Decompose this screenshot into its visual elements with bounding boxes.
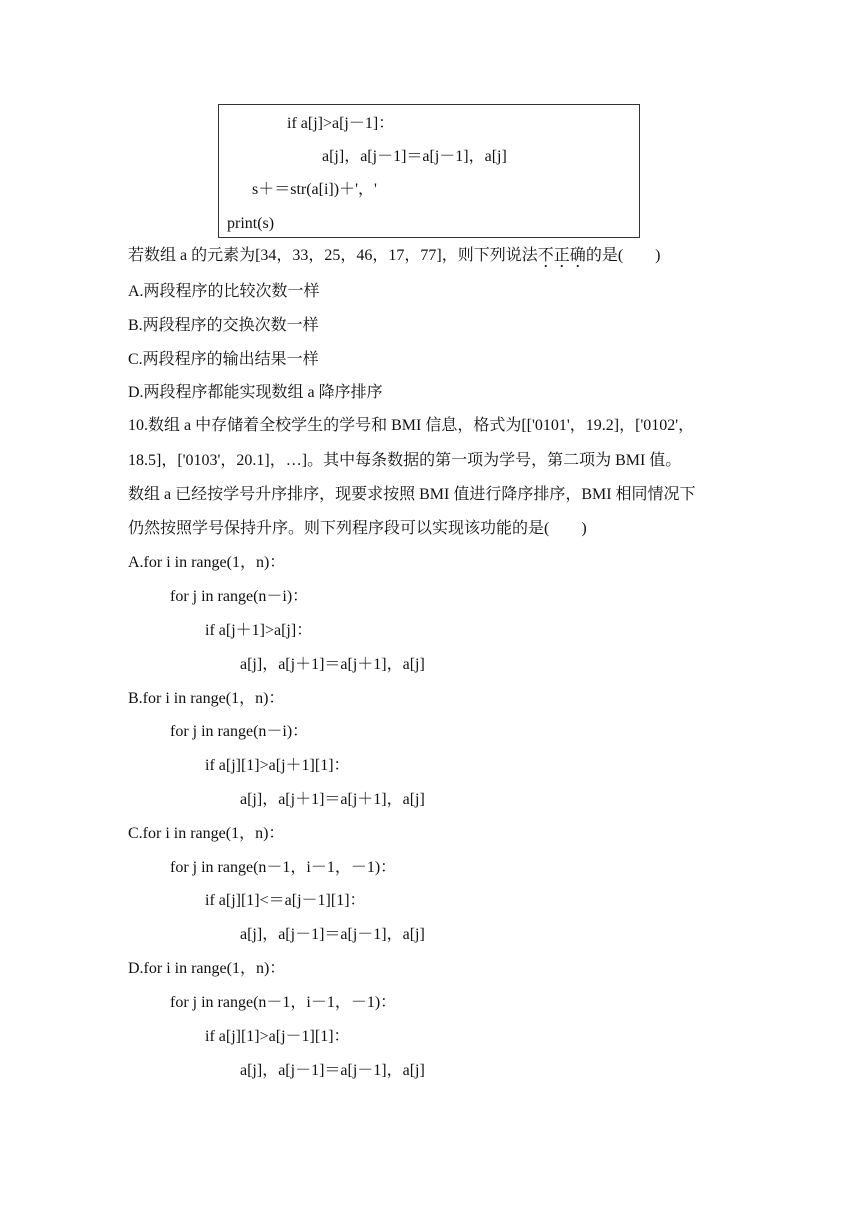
stem-suffix: 的是( ) <box>585 247 661 264</box>
code-line: s＋＝str(a[i])＋'，' <box>252 181 377 198</box>
q10-option-d-line: if a[j][1]>a[j－1][1]： <box>205 1028 350 1045</box>
q10-option-d-line: D.for i in range(1，n)： <box>128 960 286 977</box>
q10-option-c-line: if a[j][1]<＝a[j－1][1]： <box>205 892 366 909</box>
q10-option-a-line: if a[j＋1]>a[j]： <box>205 622 313 639</box>
q10-option-b-line: B.for i in range(1，n)： <box>128 690 285 707</box>
q9-option-a: A.两段程序的比较次数一样 <box>128 283 320 300</box>
q10-option-c-line: C.for i in range(1，n)： <box>128 825 285 842</box>
q10-option-b-line: for j in range(n－i)： <box>170 723 309 740</box>
question-10-stem-line: 数组 a 已经按学号升序排序，现要求按照 BMI 值进行降序排序，BMI 相同情况下 <box>128 486 696 503</box>
code-line: print(s) <box>227 215 275 232</box>
q10-option-a-line: a[j]，a[j＋1]＝a[j＋1]，a[j] <box>240 656 425 673</box>
question-10-stem-line: 仍然按照学号保持升序。则下列程序段可以实现该功能的是( ) <box>128 520 587 537</box>
emphasis-char: 不 <box>537 247 554 264</box>
q10-option-d-line: for j in range(n－1，i－1，－1)： <box>170 994 397 1011</box>
code-line: if a[j]>a[j－1]： <box>287 115 395 132</box>
stem-prefix: 若数组 a 的元素为[34，33，25，46，17，77]，则下列说法 <box>128 247 538 264</box>
q9-option-b: B.两段程序的交换次数一样 <box>128 317 319 334</box>
q9-option-d: D.两段程序都能实现数组 a 降序排序 <box>128 384 383 401</box>
q10-option-c-line: a[j]，a[j－1]＝a[j－1]，a[j] <box>240 926 425 943</box>
q10-option-c-line: for j in range(n－1，i－1，－1)： <box>170 859 397 876</box>
code-line: a[j]，a[j－1]＝a[j－1]，a[j] <box>322 148 507 165</box>
q10-option-a-line: A.for i in range(1，n)： <box>128 554 286 571</box>
code-box <box>218 104 640 238</box>
q10-option-a-line: for j in range(n－i)： <box>170 588 309 605</box>
q9-option-c: C.两段程序的输出结果一样 <box>128 351 319 368</box>
question-9-stem <box>128 246 660 266</box>
emphasis-char: 正 <box>553 247 570 264</box>
q10-option-d-line: a[j]，a[j－1]＝a[j－1]，a[j] <box>240 1062 425 1079</box>
emphasis-char: 确 <box>569 247 586 264</box>
question-10-stem-line: 18.5]，['0103'，20.1]，…]。其中每条数据的第一项为学号，第二项为 BMI 值。 <box>128 452 682 469</box>
q10-option-b-line: a[j]，a[j＋1]＝a[j＋1]，a[j] <box>240 791 425 808</box>
question-10-stem-line: 10.数组 a 中存储着全校学生的学号和 BMI 信息，格式为[['0101'，19.2]，['0102'， <box>128 417 695 434</box>
q10-option-b-line: if a[j][1]>a[j＋1][1]： <box>205 757 350 774</box>
